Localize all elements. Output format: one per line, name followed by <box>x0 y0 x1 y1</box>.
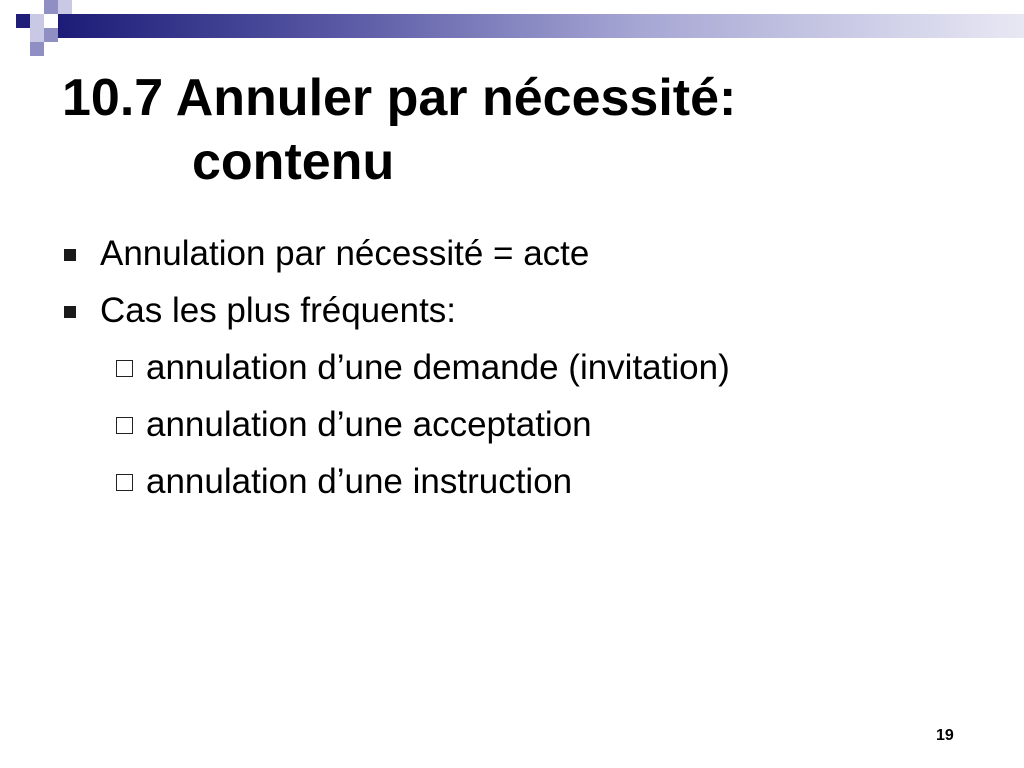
sub-bullet-text: annulation d’une acceptation <box>146 405 592 444</box>
hollow-square-bullet-icon <box>116 417 133 434</box>
slide-body <box>62 232 962 517</box>
hollow-square-bullet-icon <box>116 474 133 491</box>
decor-square <box>16 14 30 28</box>
page-number: 19 <box>936 727 954 744</box>
title-line-2: contenu <box>192 133 395 191</box>
bullet-item <box>62 232 962 289</box>
hollow-square-bullet-icon <box>116 360 133 377</box>
decor-square <box>44 0 58 14</box>
decor-square <box>58 0 72 14</box>
bullet-text: Cas les plus fréquents: <box>100 291 457 330</box>
sub-bullet-item <box>62 346 962 403</box>
sub-bullet-item <box>62 403 962 460</box>
decor-square <box>30 28 44 42</box>
sub-bullet-item <box>62 460 962 517</box>
square-bullet-icon <box>64 249 76 261</box>
decor-square <box>30 14 44 28</box>
decor-square <box>30 42 44 56</box>
square-bullet-icon <box>64 306 76 318</box>
decor-square <box>44 28 58 42</box>
title-band <box>58 14 1024 38</box>
title-line-1: 10.7 Annuler par nécessité: <box>62 69 737 127</box>
bullet-item <box>62 289 962 346</box>
sub-bullet-text: annulation d’une demande (invitation) <box>146 348 730 387</box>
slide-title <box>62 66 962 194</box>
bullet-text: Annulation par nécessité = acte <box>100 234 590 273</box>
sub-bullet-text: annulation d’une instruction <box>146 462 573 501</box>
